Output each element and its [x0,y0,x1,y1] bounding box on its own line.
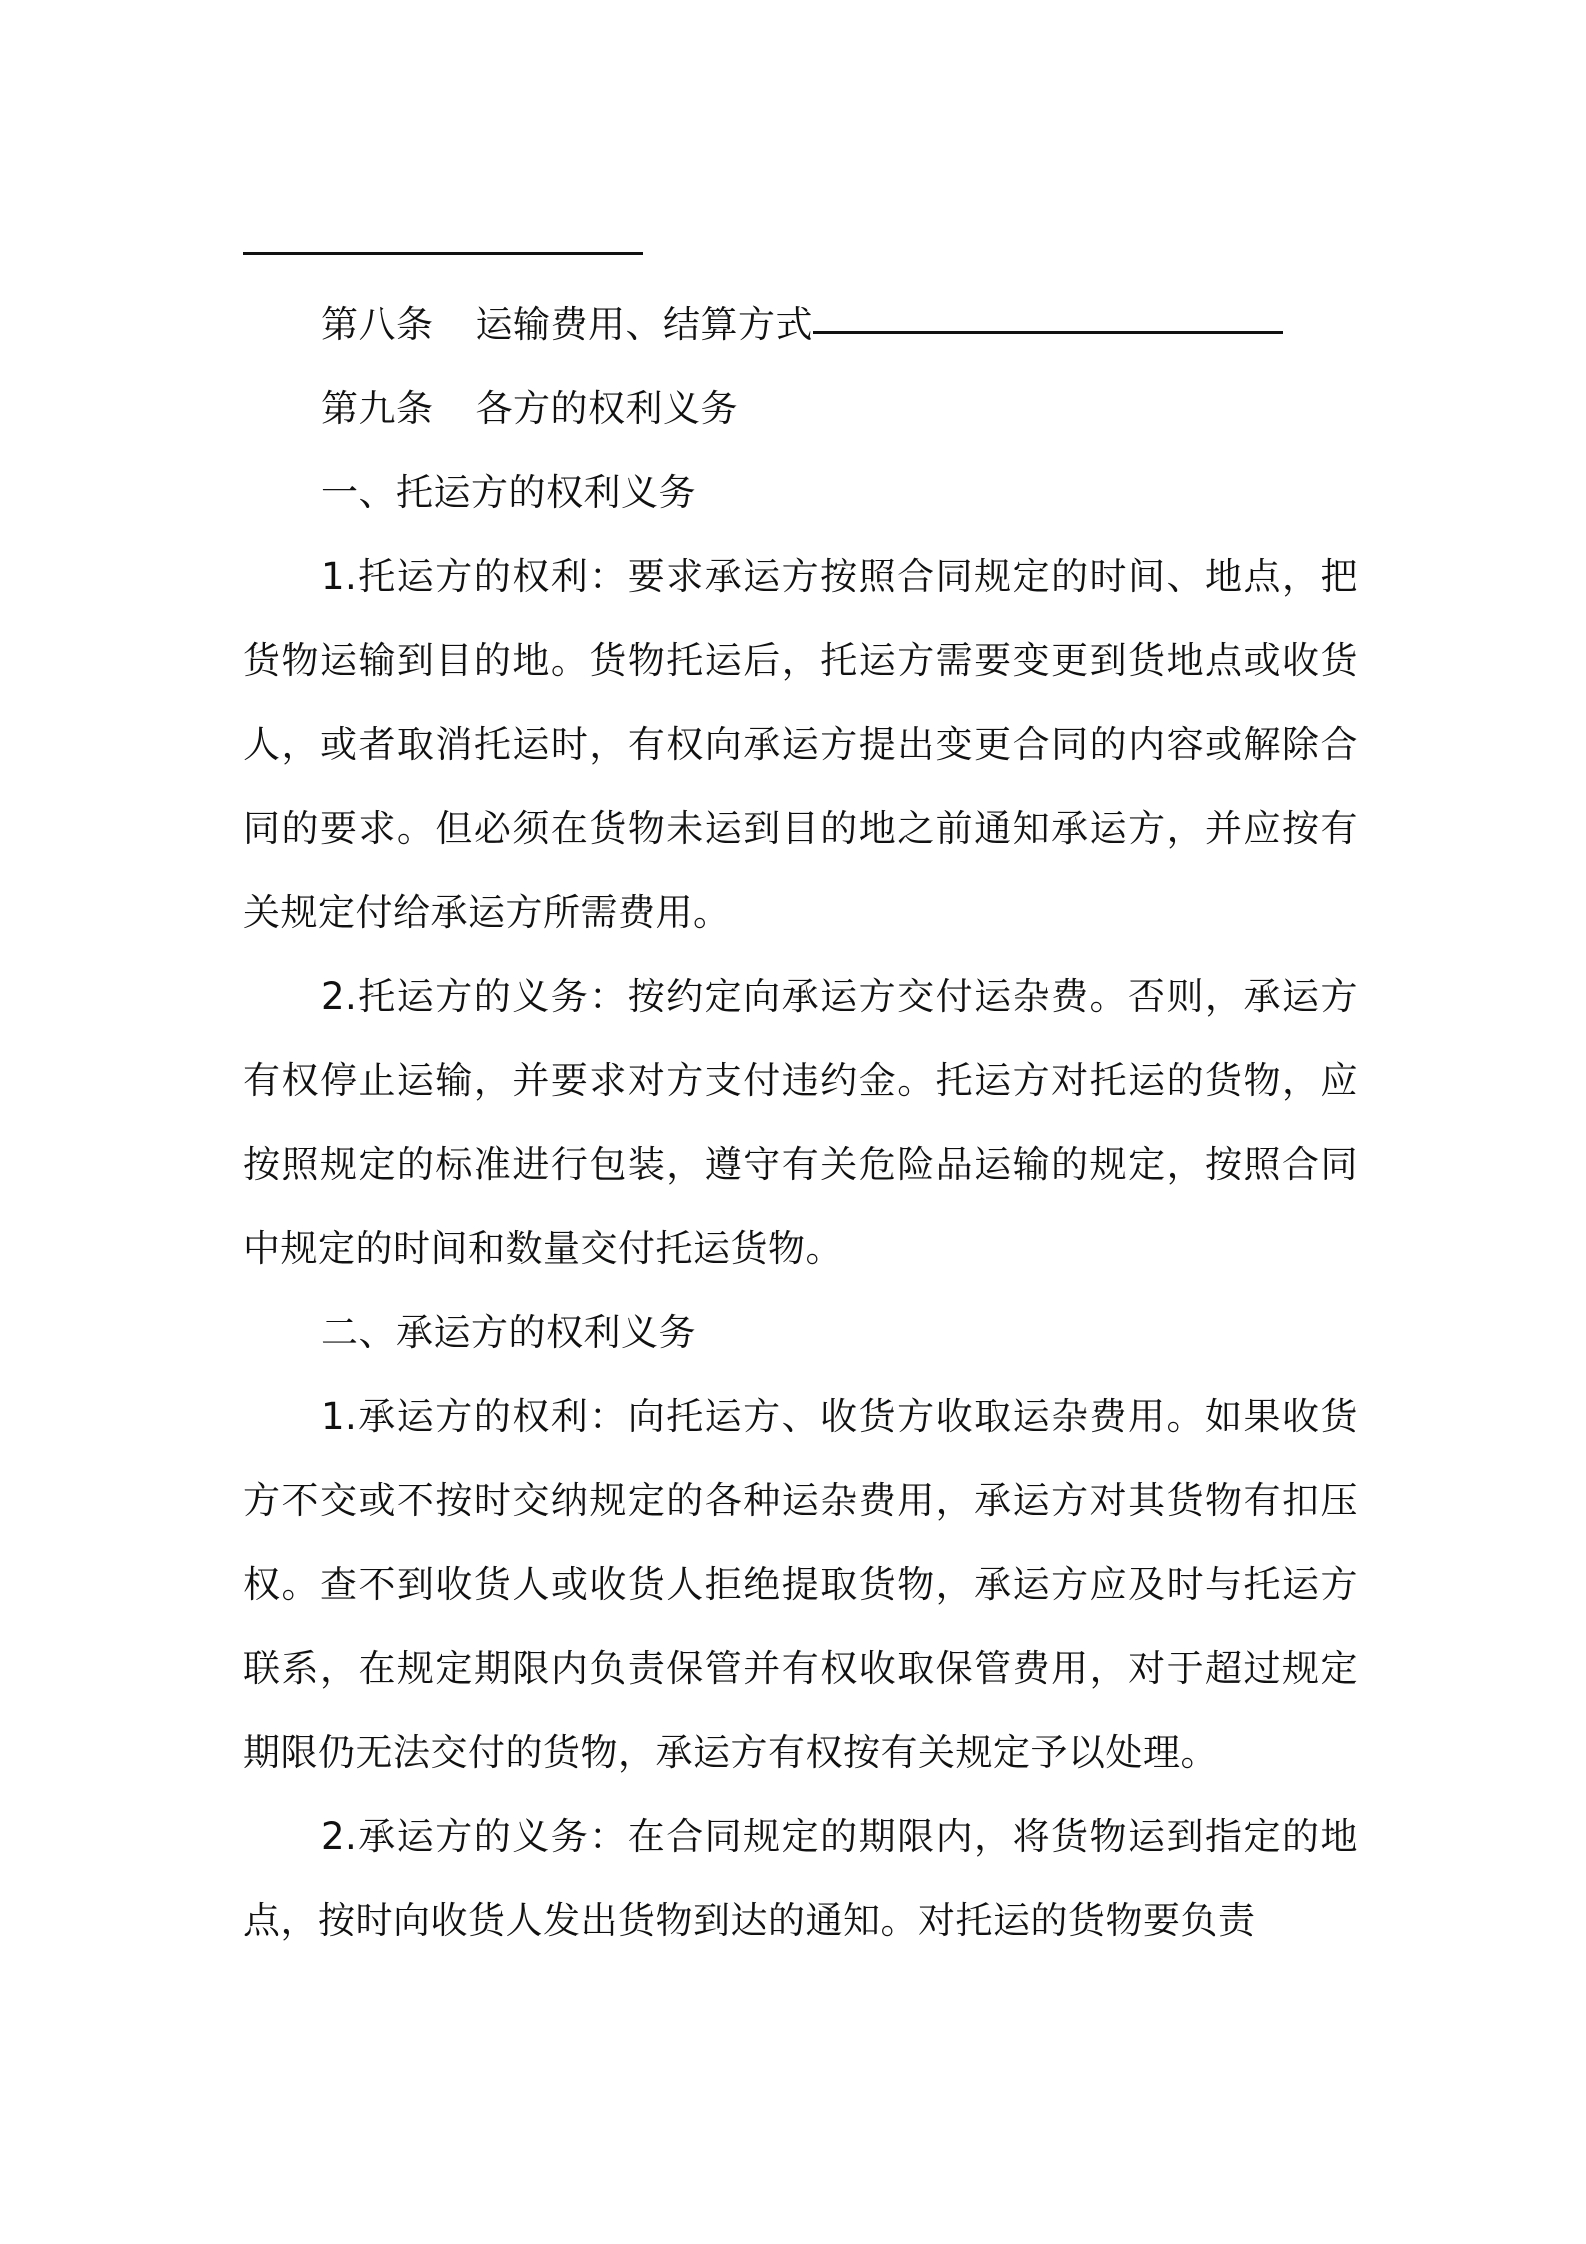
article-8-title: 运输费用、结算方式 [475,303,813,346]
shipper-obligations-paragraph: 2.托运方的义务：按约定向承运方交付运杂费。否则，承运方有权停止运输，并要求对方支付违约金。托运方对托运的货物，应按照规定的标准进行包装，遵守有关危险品运输的规定，按照合同中规定的时间和数量交付托运货物。 [243,975,1358,1270]
shipper-rights-paragraph: 1.托运方的权利：要求承运方按照合同规定的时间、地点，把货物运输到目的地。货物托运后，托运方需要变更到货地点或收货人，或者取消托运时，有权向承运方提出变更合同的内容或解除合同的要求。但必须在货物未运到目的地之前通知承运方，并应按有关规定付给承运方所需费用。 [243,555,1358,934]
article-8-blank [813,331,1283,334]
article-8-number: 第八条 [321,303,434,346]
section-1-heading: 一、托运方的权利义务 [321,471,696,514]
article-8-line [243,283,1358,367]
carrier-obligations-paragraph: 2.承运方的义务：在合同规定的期限内，将货物运到指定的地点，按时向收货人发出货物到达的通知。对托运的货物要负责 [243,1815,1358,1942]
article-9-title: 各方的权利义务 [475,387,738,430]
article-9-number: 第九条 [321,387,434,430]
article-9-line [243,367,1358,451]
fill-in-blank-line [243,252,643,255]
document-page [243,200,1358,1963]
carrier-rights-paragraph: 1.承运方的权利：向托运方、收货方收取运杂费用。如果收货方不交或不按时交纳规定的各种运杂费用，承运方对其货物有扣压权。查不到收货人或收货人拒绝提取货物，承运方应及时与托运方联系，在规定期限内负责保管并有权收取保管费用，对于超过规定期限仍无法交付的货物，承运方有权按有关规定予以处理。 [243,1395,1358,1774]
section-2-heading: 二、承运方的权利义务 [321,1311,696,1354]
